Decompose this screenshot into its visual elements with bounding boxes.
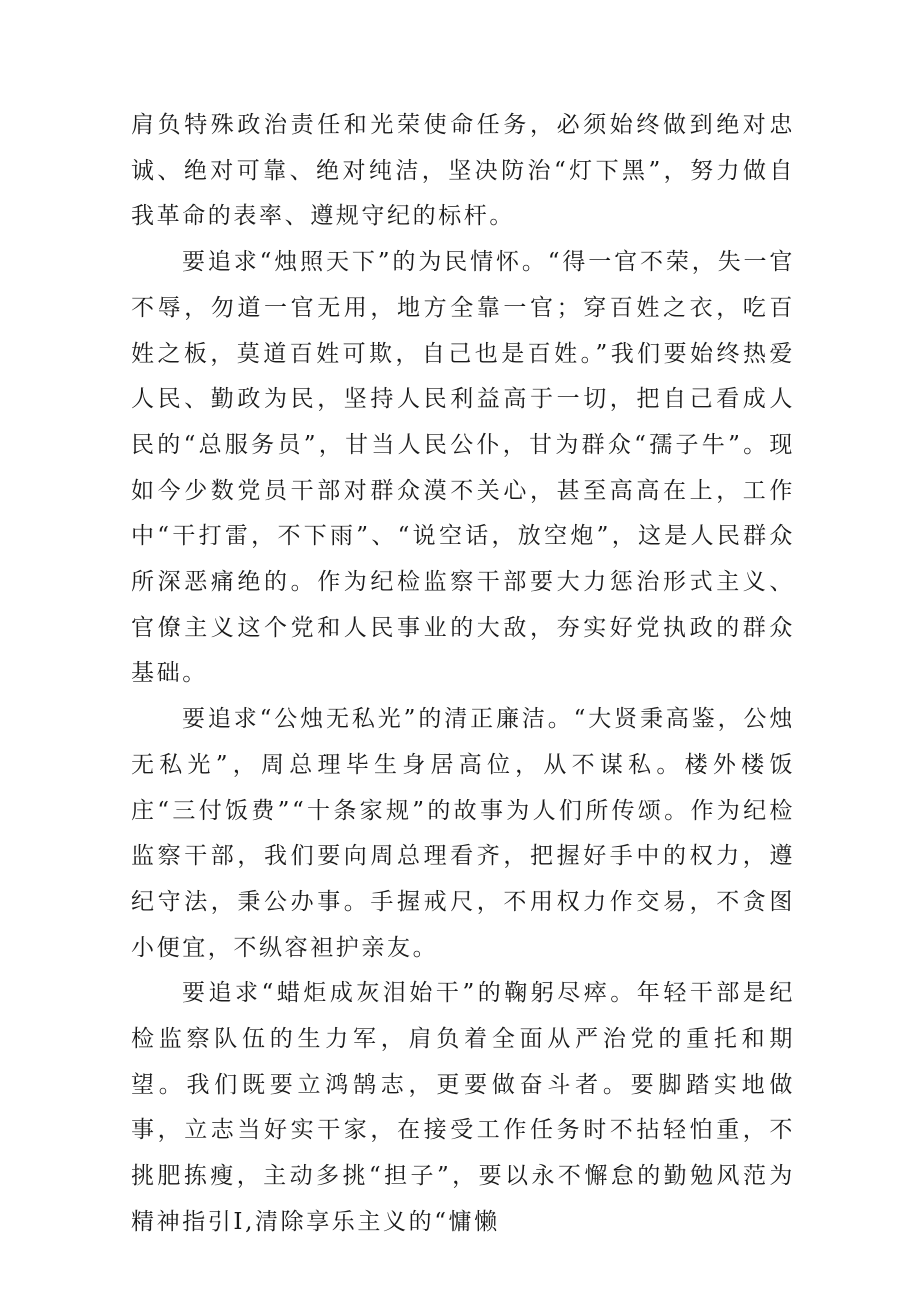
document-body [131,103,795,1246]
paragraph-3: 要追求“公烛无私光”的清正廉洁。“大贤秉高鉴，公烛无私光”，周总理毕生身居高位，从不谋私。楼外楼饭庄“三付饭费”“十条家规”的故事为人们所传颂。作为纪检监察干部，我们要向周总理看齐，把握好手中的权力，遵纪守法，秉公办事。手握戒尺，不用权力作交易，不贪图小便宜，不纵容袒护亲友。 [131,706,795,961]
paragraph-2: 要追求“烛照天下”的为民情怀。“得一官不荣，失一官不辱，勿道一官无用，地方全靠一官；穿百姓之衣，吃百姓之板，莫道百姓可欺，自己也是百姓。”我们要始终热爱人民、勤政为民，坚持人民利益高于一切，把自己看成人民的“总服务员”，甘当人民公仆，甘为群众“孺子牛”。现如今少数党员干部对群众漠不关心，甚至高高在上，工作中“干打雷，不下雨”、“说空话，放空炮”，这是人民群众所深恶痛绝的。作为纪检监察干部要大力惩治形式主义、官僚主义这个党和人民事业的大敌，夯实好党执政的群众基础。 [131,249,795,687]
paragraph-1: 肩负特殊政治责任和光荣使命任务，必须始终做到绝对忠诚、绝对可靠、绝对纯洁，坚决防治“灯下黑”，努力做自我革命的表率、遵规守纪的标杆。 [131,112,795,230]
paragraph-4: 要追求“蜡炬成灰泪始干”的鞠躬尽瘁。年轻干部是纪检监察队伍的生力军，肩负着全面从严治党的重托和期望。我们既要立鸿鹄志，更要做奋斗者。要脚踏实地做事，立志当好实干家，在接受工作任务时不拈轻怕重，不挑肥拣瘦，主动多挑“担子”，要以永不懈怠的勤勉风范为精神指引I,清除享乐主义的“慵懒 [131,980,795,1235]
